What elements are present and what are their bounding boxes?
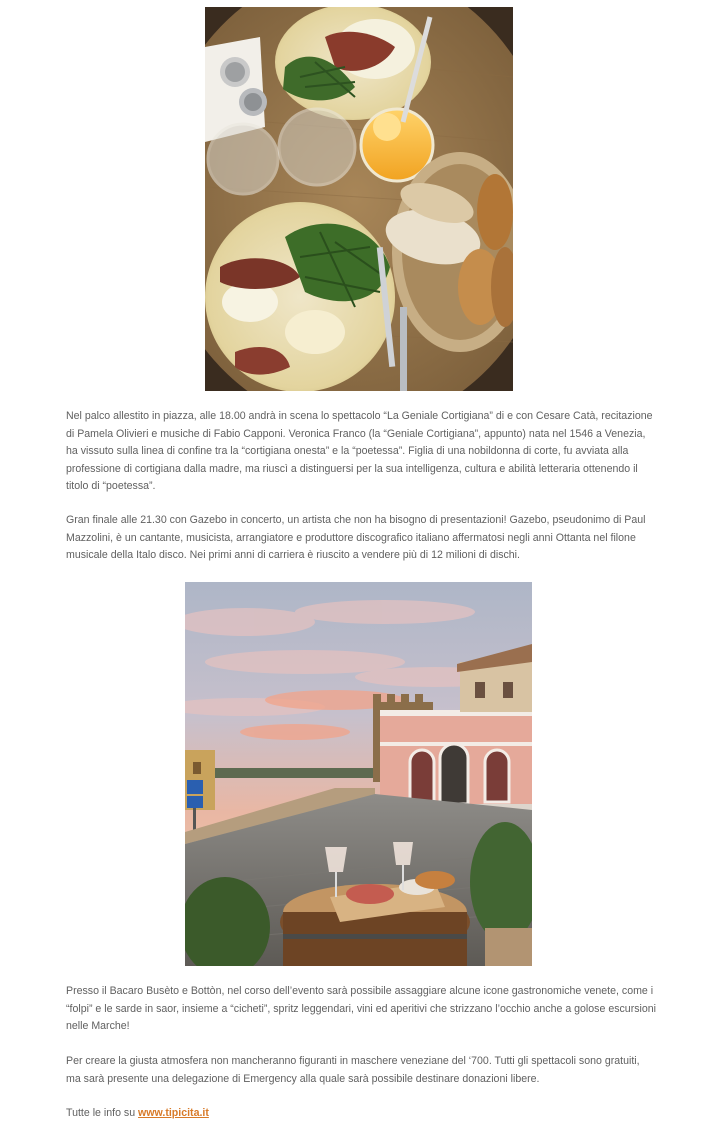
footer-prefix: Tutte le info su [66,1107,139,1119]
concert-paragraph: Gran finale alle 21.30 con Gazebo in concerto, un artista che non ha bisogno di presentazioni! Gazebo, pseudonimo di Paul Mazzolini, è un cantante, musicista, arrangiatore e produttore discografico italiano affermatosi negli anni Ottanta nel filone musicale della Italo disco. Nei primi anni di carriera è riuscito a vendere più di 12 milioni di dischi. [66,514,646,561]
tipicita-link[interactable]: www.tipicita.it [138,1107,209,1119]
breakfast-table-photo [205,7,513,391]
event-paragraph: Nel palco allestito in piazza, alle 18.00 andrà in scena lo spettacolo “La Geniale Cortigiana” di e con Cesare Catà, recitazione di Pamela Olivieri e musiche di Fabio Capponi. Veronica Franco (la “Geniale Cortigiana”, appunto) nata nel 1546 a Venezia, ha vissuto sulla linea di confine tra la “cortigiana onesta” e la “poetessa”. Figlia di una nobildonna di corte, fu avviata alla professione di cortigiana dalla madre, ma riuscì a distinguersi per la sua intelligenza, cultura e abilità letteraria ottenendo il titolo di “poetessa”. [66,410,653,492]
footer-info [66,1105,656,1123]
atmosphere-paragraph: Per creare la giusta atmosfera non mancheranno figuranti in maschere veneziane del ‘700. Tutti gli spettacoli sono gratuiti, ma sarà presente una delegazione di Emergency alla quale sarà possibile destinare donazioni libere. [66,1055,640,1085]
sunset-piazza-photo [185,582,532,966]
food-paragraph: Presso il Bacaro Busèto e Bottòn, nel corso dell’evento sarà possibile assaggiare alcune icone gastronomiche venete, come i “folpi” e le sarde in saor, insieme a “cicheti”, spritz leggendari, vini ed aperitivi che strizzano l’occhio anche a golose escursioni nelle Marche! [66,985,657,1032]
